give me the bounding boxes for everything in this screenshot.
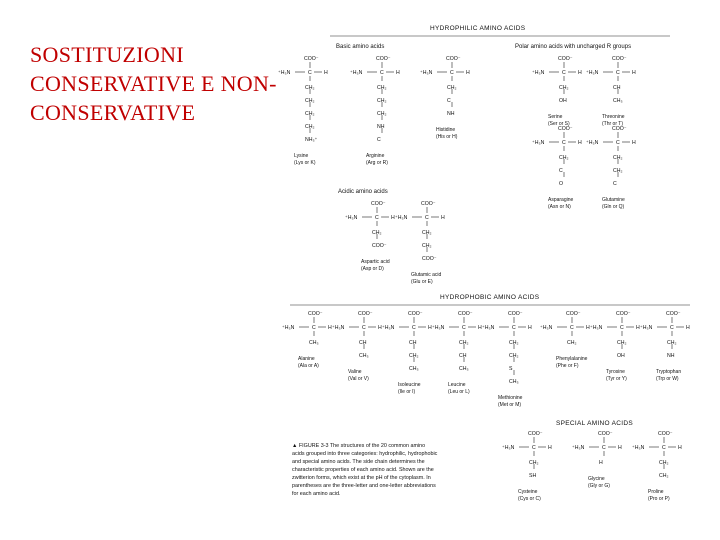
alpha-carbon: C xyxy=(670,325,674,331)
amino-acid-name: Phenylalanine xyxy=(556,356,588,362)
caption-line: for each amino acid. xyxy=(292,491,341,497)
alpha-carbon: C xyxy=(450,70,454,76)
carboxyl-group: COO⁻ xyxy=(446,56,461,62)
alpha-carbon: C xyxy=(620,325,624,331)
amino-acid-abbreviation: (Met or M) xyxy=(498,402,522,408)
side-chain-group: OH xyxy=(559,98,567,104)
amino-acid-abbreviation: (Thr or T) xyxy=(602,121,624,127)
amino-group: ⁺H₃N xyxy=(590,325,603,331)
alpha-carbon: C xyxy=(412,325,416,331)
amino-group: ⁺H₃N xyxy=(395,215,408,221)
side-chain-group: NH xyxy=(377,124,385,130)
polar-header: Polar amino acids with uncharged R groups xyxy=(515,44,632,50)
carboxyl-group: COO⁻ xyxy=(308,311,323,317)
side-chain-group: CH xyxy=(359,340,367,346)
alpha-hydrogen: H xyxy=(428,325,432,331)
side-chain-group: CH₂ xyxy=(659,473,669,479)
amino-group: ⁺H₃N xyxy=(586,70,599,76)
carboxyl-group: COO⁻ xyxy=(616,311,631,317)
side-chain-group: CH₂ xyxy=(509,353,519,359)
side-chain-group: H xyxy=(599,460,603,466)
caption-line: characteristic properties of each amino acid. Shown are the xyxy=(292,467,434,473)
carboxyl-group: COO⁻ xyxy=(304,56,319,62)
alpha-hydrogen: H xyxy=(478,325,482,331)
alpha-carbon: C xyxy=(362,325,366,331)
alpha-carbon: C xyxy=(462,325,466,331)
caption-line: parentheses are the three-letter and one-letter abbreviations xyxy=(292,483,436,489)
side-chain-group: CH₃ xyxy=(613,98,623,104)
amino-group: ⁺H₃N xyxy=(350,70,363,76)
side-chain-group: CH₂ xyxy=(613,155,623,161)
side-chain-group: CH₂ xyxy=(617,340,627,346)
carboxyl-group: COO⁻ xyxy=(658,431,673,437)
alpha-hydrogen: H xyxy=(578,70,582,76)
side-chain-group: CH₃ xyxy=(509,379,519,385)
side-chain-group: CH₂ xyxy=(377,111,387,117)
side-chain-group: COO⁻ xyxy=(372,243,387,249)
amino-acid-name: Tryptophan xyxy=(656,369,682,375)
side-chain-group: CH₂ xyxy=(305,85,315,91)
special-header: SPECIAL AMINO ACIDS xyxy=(556,420,633,427)
figure-caption xyxy=(292,443,438,497)
alpha-carbon: C xyxy=(312,325,316,331)
side-chain-group: CH₂ xyxy=(305,111,315,117)
alpha-carbon: C xyxy=(512,325,516,331)
amino-acid-abbreviation: (Gln or Q) xyxy=(602,204,625,210)
side-chain-group: CH₂ xyxy=(377,98,387,104)
side-chain-group: CH₂ xyxy=(409,353,419,359)
amino-acid-abbreviation: (Arg or R) xyxy=(366,160,388,166)
side-chain-group: SH xyxy=(529,473,537,479)
amino-acid-abbreviation: (Val or V) xyxy=(348,376,369,382)
alpha-hydrogen: H xyxy=(632,140,636,146)
carboxyl-group: COO⁻ xyxy=(528,431,543,437)
amino-acid-abbreviation: (Tyr or Y) xyxy=(606,376,627,382)
carboxyl-group: COO⁻ xyxy=(666,311,681,317)
amino-group: ⁺H₃N xyxy=(532,140,545,146)
carboxyl-group: COO⁻ xyxy=(566,311,581,317)
side-chain-group: CH₃ xyxy=(309,340,319,346)
amino-acid-abbreviation: (Cys or C) xyxy=(518,496,541,502)
amino-acid-name: Tyrosine xyxy=(606,369,625,375)
alpha-hydrogen: H xyxy=(586,325,590,331)
side-chain-group: CH₂ xyxy=(422,230,432,236)
amino-acid-abbreviation: (His or H) xyxy=(436,134,458,140)
side-chain-group: CH xyxy=(409,340,417,346)
side-chain-group: CH₂ xyxy=(447,85,457,91)
side-chain-group: CH₂ xyxy=(529,460,539,466)
alpha-hydrogen: H xyxy=(466,70,470,76)
alpha-hydrogen: H xyxy=(528,325,532,331)
side-chain-group: NH₃⁺ xyxy=(305,137,318,143)
caption-line: zwitterion forms, which exist at the pH of the cytoplasm. In xyxy=(292,475,431,481)
caption-line: ▲ FIGURE 3-3 The structures of the 20 common amino xyxy=(292,443,426,449)
amino-group: ⁺H₃N xyxy=(632,445,645,451)
alpha-hydrogen: H xyxy=(328,325,332,331)
amino-acid-name: Isoleucine xyxy=(398,382,421,388)
amino-acid-name: Serine xyxy=(548,114,563,120)
amino-group: ⁺H₃N xyxy=(640,325,653,331)
amino-group: ⁺H₃N xyxy=(278,70,291,76)
amino-acid-name: Glutamine xyxy=(602,197,625,203)
amino-group: ⁺H₃N xyxy=(572,445,585,451)
amino-group: ⁺H₃N xyxy=(502,445,515,451)
alpha-hydrogen: H xyxy=(396,70,400,76)
amino-acid-abbreviation: (Asn or N) xyxy=(548,204,571,210)
amino-acid-abbreviation: (Ser or S) xyxy=(548,121,570,127)
side-chain-group: NH xyxy=(667,353,675,359)
side-chain-group: CH₂ xyxy=(559,155,569,161)
side-chain-group: CH₂ xyxy=(567,340,577,346)
hydrophobic-header: HYDROPHOBIC AMINO ACIDS xyxy=(440,294,540,301)
side-chain-group: CH₂ xyxy=(422,243,432,249)
alpha-carbon: C xyxy=(425,215,429,221)
side-chain-group: OH xyxy=(617,353,625,359)
amino-group: ⁺H₃N xyxy=(586,140,599,146)
amino-acid-abbreviation: (Pro or P) xyxy=(648,496,670,502)
caption-line: acids grouped into three categories: hydrophilic, hydrophobic xyxy=(292,451,438,457)
alpha-carbon: C xyxy=(662,445,666,451)
amino-group: ⁺H₃N xyxy=(532,70,545,76)
alpha-hydrogen: H xyxy=(618,445,622,451)
amino-acid-abbreviation: (Gly or G) xyxy=(588,483,610,489)
side-chain-group: CH₃ xyxy=(409,366,419,372)
amino-group: ⁺H₃N xyxy=(382,325,395,331)
amino-acid-structures-diagram xyxy=(270,15,710,515)
alpha-carbon: C xyxy=(562,140,566,146)
amino-acid-name: Glycine xyxy=(588,476,605,482)
amino-group: ⁺H₃N xyxy=(332,325,345,331)
alpha-hydrogen: H xyxy=(378,325,382,331)
amino-acid-name: Aspartic acid xyxy=(361,259,390,265)
carboxyl-group: COO⁻ xyxy=(612,56,627,62)
amino-acid-name: Valine xyxy=(348,369,362,375)
amino-acid-abbreviation: (Phe or F) xyxy=(556,363,579,369)
amino-acid-name: Threonine xyxy=(602,114,625,120)
alpha-carbon: C xyxy=(380,70,384,76)
alpha-hydrogen: H xyxy=(636,325,640,331)
amino-acid-abbreviation: (Ala or A) xyxy=(298,363,319,369)
carboxyl-group: COO⁻ xyxy=(458,311,473,317)
alpha-hydrogen: H xyxy=(548,445,552,451)
side-chain-group: S xyxy=(509,366,513,372)
amino-group: ⁺H₃N xyxy=(432,325,445,331)
amino-acid-abbreviation: (Trp or W) xyxy=(656,376,679,382)
side-chain-group: C xyxy=(559,168,563,174)
alpha-hydrogen: H xyxy=(391,215,395,221)
amino-acid-name: Methionine xyxy=(498,395,523,401)
amino-group: ⁺H₃N xyxy=(482,325,495,331)
carboxyl-group: COO⁻ xyxy=(371,201,386,207)
alpha-carbon: C xyxy=(616,140,620,146)
alpha-hydrogen: H xyxy=(578,140,582,146)
side-chain-group: CH₂ xyxy=(377,85,387,91)
side-chain-group: CH₂ xyxy=(667,340,677,346)
basic-header: Basic amino acids xyxy=(336,44,385,50)
amino-acid-abbreviation: (Leu or L) xyxy=(448,389,470,395)
side-chain-group: COO⁻ xyxy=(422,256,437,262)
side-chain-group: CH₂ xyxy=(509,340,519,346)
carboxyl-group: COO⁻ xyxy=(358,311,373,317)
side-chain-group: CH₂ xyxy=(559,85,569,91)
side-chain-group: CH₂ xyxy=(459,340,469,346)
side-chain-group: C xyxy=(377,137,381,143)
alpha-hydrogen: H xyxy=(632,70,636,76)
side-chain-group: CH xyxy=(613,85,621,91)
alpha-carbon: C xyxy=(562,70,566,76)
amino-group: ⁺H₃N xyxy=(420,70,433,76)
side-chain-group: NH xyxy=(447,111,455,117)
side-chain-group: CH₂ xyxy=(372,230,382,236)
hydrophilic-header: HYDROPHILIC AMINO ACIDS xyxy=(430,25,526,32)
amino-acid-abbreviation: (Ile or I) xyxy=(398,389,416,395)
amino-acid-name: Arginine xyxy=(366,153,385,159)
alpha-carbon: C xyxy=(375,215,379,221)
amino-acid-name: Alanine xyxy=(298,356,315,362)
carboxyl-group: COO⁻ xyxy=(558,56,573,62)
carboxyl-group: COO⁻ xyxy=(408,311,423,317)
side-chain-group: CH₃ xyxy=(459,366,469,372)
amino-acid-figure xyxy=(270,15,710,515)
amino-group: ⁺H₃N xyxy=(540,325,553,331)
side-chain-group: CH₂ xyxy=(305,98,315,104)
carboxyl-group: COO⁻ xyxy=(376,56,391,62)
alpha-hydrogen: H xyxy=(324,70,328,76)
side-chain-group: O xyxy=(559,181,564,187)
carboxyl-group: COO⁻ xyxy=(421,201,436,207)
amino-acid-name: Histidine xyxy=(436,127,456,133)
amino-acid-abbreviation: (Glu or E) xyxy=(411,279,433,285)
alpha-hydrogen: H xyxy=(441,215,445,221)
amino-group: ⁺H₃N xyxy=(282,325,295,331)
alpha-carbon: C xyxy=(570,325,574,331)
carboxyl-group: COO⁻ xyxy=(598,431,613,437)
amino-group: ⁺H₃N xyxy=(345,215,358,221)
carboxyl-group: COO⁻ xyxy=(508,311,523,317)
alpha-carbon: C xyxy=(602,445,606,451)
carboxyl-group: COO⁻ xyxy=(558,126,573,132)
amino-acid-name: Leucine xyxy=(448,382,466,388)
carboxyl-group: COO⁻ xyxy=(612,126,627,132)
side-chain-group: CH₃ xyxy=(359,353,369,359)
structures-layer xyxy=(278,56,690,502)
alpha-carbon: C xyxy=(532,445,536,451)
side-chain-group: CH xyxy=(459,353,467,359)
alpha-carbon: C xyxy=(616,70,620,76)
amino-acid-name: Lysine xyxy=(294,153,309,159)
amino-acid-name: Proline xyxy=(648,489,664,495)
amino-acid-name: Glutamic acid xyxy=(411,272,442,278)
amino-acid-name: Cysteine xyxy=(518,489,538,495)
slide-title: SOSTITUZIONI CONSERVATIVE E NON-CONSERVATIVE xyxy=(30,42,277,125)
side-chain-group: CH₂ xyxy=(613,168,623,174)
amino-acid-abbreviation: (Lys or K) xyxy=(294,160,316,166)
alpha-carbon: C xyxy=(308,70,312,76)
side-chain-group: C xyxy=(447,98,451,104)
side-chain-group: CH₂ xyxy=(659,460,669,466)
amino-acid-abbreviation: (Asp or D) xyxy=(361,266,384,272)
side-chain-group: C xyxy=(613,181,617,187)
caption-line: and special amino acids. The side chain determines the xyxy=(292,459,425,465)
acidic-header: Acidic amino acids xyxy=(338,189,388,195)
alpha-hydrogen: H xyxy=(678,445,682,451)
amino-acid-name: Asparagine xyxy=(548,197,574,203)
alpha-hydrogen: H xyxy=(686,325,690,331)
side-chain-group: CH₂ xyxy=(305,124,315,130)
